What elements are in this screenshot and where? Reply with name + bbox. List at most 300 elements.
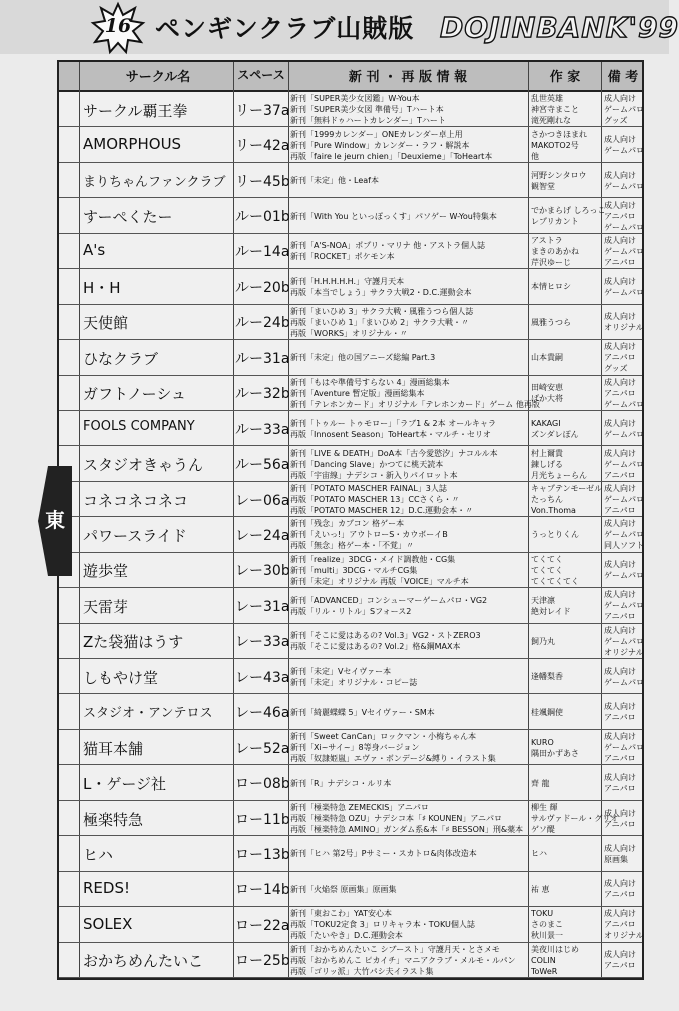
note-cell: [604, 448, 644, 481]
author-cell: [531, 554, 601, 587]
author-line: 山本貴嗣: [531, 353, 563, 363]
info-line: 新刊「ROCKET」ポケモン本: [290, 252, 395, 262]
note-line: 成人向け: [604, 94, 636, 104]
note-cell: [604, 200, 644, 233]
info-line: 新刊「まいひめ 3」サクラ大戦・風雅うつら個人誌: [290, 306, 474, 316]
note-line: アニパロ: [604, 713, 636, 723]
space-code: ロー11b: [235, 811, 290, 828]
table-row: [59, 907, 642, 942]
author-line: たっちん: [531, 495, 563, 505]
table-row: [59, 836, 642, 871]
author-line: 風雅うつら: [531, 317, 571, 327]
info-line: 再版「おかちめんこ ピカイチ」マニアクラブ・メルモ・ルパン: [290, 955, 516, 965]
col-circle-name: サークル名: [125, 70, 191, 85]
info-cell: [290, 554, 526, 587]
note-line: ゲームパロ: [604, 222, 644, 232]
info-cell: [290, 129, 526, 162]
author-line: 柳生 輝: [531, 803, 558, 813]
info-line: 新刊「1999カレンダー」ONEカレンダー卓上用: [290, 129, 463, 139]
space-code: ルー31a: [235, 350, 290, 367]
author-line: 芹沢ゆーじ: [531, 257, 571, 267]
table-row: [59, 234, 642, 269]
note-line: 成人向け: [604, 519, 636, 529]
note-line: オリジナル: [604, 323, 644, 333]
info-cell: [290, 884, 526, 895]
author-line: 天津凛: [531, 595, 555, 605]
space-code: ロー25b: [235, 953, 290, 970]
info-cell: [290, 731, 526, 764]
note-line: アニパロ: [604, 257, 636, 267]
author-line: ゲソ醍: [531, 825, 555, 835]
circle-name: REDS!: [83, 879, 130, 898]
table-row: [59, 411, 642, 446]
note-line: 成人向け: [604, 773, 636, 783]
author-line: 錬しげる: [531, 459, 563, 469]
info-line: 再版「奴隷姫嵐」エヴァ・ボンデージ&縛り・イラスト集: [290, 754, 496, 764]
info-cell: [290, 908, 526, 941]
space-code: レー30b: [235, 563, 290, 580]
note-line: 成人向け: [604, 909, 636, 919]
author-line: うっとりくん: [531, 530, 579, 540]
info-line: 新刊「えいっ!」アウトローS・カウボーイB: [290, 530, 448, 540]
note-cell: [604, 276, 644, 298]
author-line: てくてく: [531, 554, 563, 564]
info-line: 新刊「Dancing Slave」かつてに桃天読本: [290, 459, 444, 469]
info-cell: [290, 276, 526, 298]
circle-name: 天使館: [83, 314, 129, 333]
table-row: [59, 482, 642, 517]
note-line: オリジナル: [604, 647, 644, 657]
author-cell: [531, 908, 601, 941]
circle-name: 猫耳本舗: [83, 739, 144, 758]
info-line: 再版「リル・リトル」Sフォース2: [290, 606, 412, 616]
author-line: 村上爾貴: [531, 448, 563, 458]
table-row: [59, 517, 642, 552]
info-line: 新刊「おかちめんたいこ シブースト」守護月天・とさメモ: [290, 944, 500, 954]
circle-name: ヒハ: [83, 845, 114, 864]
author-line: さのまこ: [531, 920, 563, 930]
info-cell: [290, 666, 526, 688]
author-line: レプリカント: [531, 217, 579, 227]
circle-name: L・ゲージ社: [83, 775, 167, 794]
note-cell: [604, 93, 644, 126]
author-line: まきのあかね: [531, 246, 579, 256]
note-cell: [604, 772, 644, 794]
note-line: 成人向け: [604, 843, 636, 853]
table-row: [59, 730, 642, 765]
author-line: 河野シンタロウ: [531, 170, 587, 180]
circle-name: 天雷芽: [83, 597, 129, 616]
note-line: ゲームパロ: [604, 181, 644, 191]
table-row: [59, 624, 642, 659]
author-cell: [531, 595, 601, 617]
author-line: TOKU: [531, 909, 554, 919]
note-line: ゲームパロ: [604, 495, 644, 505]
space-code: ルー33a: [235, 421, 290, 438]
circle-name: スタジオきゃうん: [83, 456, 204, 475]
author-cell: [531, 448, 601, 481]
note-line: アニパロ: [604, 961, 636, 971]
info-line: 再版「本当でしょう」サクラ大戦2・D.C.運動会本: [290, 287, 472, 297]
author-line: 月光ちょーらん: [531, 470, 587, 480]
note-line: 同人ソフト: [604, 541, 644, 551]
circle-name: 遊歩堂: [83, 562, 129, 581]
table-row: [59, 305, 642, 340]
table-row: [59, 127, 642, 162]
space-code: ルー01b: [235, 209, 290, 226]
table-row: [59, 588, 642, 623]
info-cell: [290, 175, 526, 186]
note-line: 成人向け: [604, 276, 636, 286]
info-line: 新刊「テレホンカード」オリジナル「テレホンカード」ゲーム 他再版: [290, 399, 540, 409]
note-line: ゲームパロ: [604, 530, 644, 540]
note-line: 成人向け: [604, 312, 636, 322]
author-line: MAKOTO2号: [531, 140, 579, 150]
author-line: キャプテンモーゼル: [531, 484, 603, 494]
table-row: [59, 872, 642, 907]
author-line: KAKAGI: [531, 418, 561, 428]
note-line: ゲームパロ: [604, 743, 644, 753]
author-cell: [531, 707, 601, 718]
info-line: 再版「faire le jeurn chien」「Deuxieme」「ToHeart本: [290, 151, 493, 161]
table-row: [59, 659, 642, 694]
author-line: 逢幡梨香: [531, 672, 563, 682]
info-cell: [290, 93, 526, 126]
note-line: 成人向け: [604, 200, 636, 210]
info-line: 新刊「ADVANCED」コンシューマーゲームパロ・VG2: [290, 595, 488, 605]
circle-table: [57, 60, 644, 980]
circle-name: AMORPHOUS: [83, 135, 182, 154]
info-line: 再版「POTATO MASCHER 13」CCさくら・〃: [290, 495, 460, 505]
info-line: 新刊「東おこわ」YAT安心本: [290, 909, 393, 919]
info-cell: [290, 377, 540, 410]
circle-name: FOOLS COMPANY: [83, 418, 195, 434]
author-line: ToWeR: [531, 966, 558, 976]
circle-name: SOLEX: [83, 914, 133, 933]
author-line: 祐 恵: [531, 884, 550, 894]
space-code: ロー14b: [235, 882, 290, 899]
info-line: 新刊「Sweet CanCan」ロックマン・小梅ちゃん本: [290, 732, 477, 742]
info-cell: [290, 418, 526, 440]
info-cell: [290, 240, 526, 262]
note-cell: [604, 666, 644, 688]
table-row: [59, 269, 642, 304]
space-code: ルー20b: [235, 279, 290, 296]
info-line: 新刊「未定」他の国アニーズ総編 Part.3: [290, 353, 436, 363]
info-line: 再版「たいやき」D.C.運動会本: [290, 931, 403, 941]
note-line: ゲームパロ: [604, 287, 644, 297]
note-line: アニパロ: [604, 388, 636, 398]
author-line: 絶対レイド: [531, 606, 571, 616]
info-line: 新刊「残念」カプコン 格ゲー本: [290, 519, 405, 529]
author-line: COLIN: [531, 955, 556, 965]
space-code: レー52a: [235, 740, 290, 757]
info-cell: [290, 707, 526, 718]
circle-name: すーぺくたー: [83, 208, 173, 227]
author-cell: [531, 778, 601, 789]
note-line: ゲームパロ: [604, 636, 644, 646]
info-line: 新刊「未定」オリジナル・コピー誌: [290, 677, 418, 687]
space-code: リー37a: [235, 102, 290, 119]
info-line: 再版「極楽特急 OZU」ナデシコ本「♯ KOUNEN」アニパロ: [290, 814, 503, 824]
author-line: 美夜川はじめ: [531, 944, 579, 954]
info-line: 新刊「Xi~サイ~」8等身バージョン: [290, 743, 420, 753]
author-cell: [531, 382, 601, 404]
table-row: [59, 765, 642, 800]
note-cell: [604, 518, 644, 551]
note-line: アニパロ: [604, 819, 636, 829]
author-line: 秋川景一: [531, 931, 563, 941]
note-cell: [604, 134, 644, 156]
info-line: 新刊「極楽特急 ZEMECKIS」アニパロ: [290, 803, 429, 813]
author-line: 隅田かずあさ: [531, 748, 579, 758]
author-line: サルヴァドール・グリオ: [531, 814, 619, 824]
table-row: [59, 553, 642, 588]
info-cell: [290, 802, 526, 835]
info-cell: [290, 595, 526, 617]
note-cell: [604, 701, 644, 723]
col-info: 新 刊 ・ 再 版 情 報: [348, 70, 468, 85]
page-header: [0, 0, 679, 54]
info-line: 再版「POTATO MASCHER 12」D.C.運動会本・〃: [290, 506, 474, 516]
author-line: ズンダレぽん: [531, 429, 579, 439]
author-line: 田崎安恵: [531, 383, 563, 393]
author-cell: [531, 317, 601, 328]
note-line: 成人向け: [604, 377, 636, 387]
table-row: [59, 943, 642, 978]
space-code: レー46a: [235, 705, 290, 722]
table-row: [59, 801, 642, 836]
note-line: アニパロ: [604, 470, 636, 480]
info-line: 新刊「綺麗蝶蝶 5」Vセイヴァー・SM本: [290, 707, 435, 717]
space-code: レー43a: [235, 669, 290, 686]
author-line: 乱世英雄: [531, 94, 563, 104]
info-line: 新刊「SUPER美少女図鑑」W-You本: [290, 94, 420, 104]
note-line: 成人向け: [604, 732, 636, 742]
note-cell: [604, 170, 644, 192]
table-row: [59, 376, 642, 411]
author-line: さかつきほまれ: [531, 129, 587, 139]
author-cell: [531, 944, 601, 977]
info-cell: [290, 483, 526, 516]
note-line: 成人向け: [604, 702, 636, 712]
info-cell: [290, 448, 526, 481]
note-cell: [604, 949, 644, 971]
info-line: 再版「WORKS」オリジナル・〃: [290, 328, 408, 338]
info-line: 新刊「multi」3DCG・マルチCG集: [290, 565, 418, 575]
note-cell: [604, 559, 644, 581]
info-cell: [290, 778, 526, 789]
note-line: 成人向け: [604, 590, 636, 600]
note-line: 成人向け: [604, 342, 636, 352]
page-number-badge: [92, 3, 144, 53]
info-line: 再版「まいひめ 1」「まいひめ 2」サクラ大戦・〃: [290, 317, 469, 327]
note-line: 成人向け: [604, 666, 636, 676]
info-line: 新刊「火焔祭 原画集」原画集: [290, 884, 397, 894]
note-line: アニパロ: [604, 506, 636, 516]
table-row: [59, 340, 642, 375]
author-line: 齊 龍: [531, 778, 550, 788]
space-code: リー42a: [235, 138, 290, 155]
author-cell: [531, 170, 601, 192]
author-line: ヒハ: [531, 849, 547, 859]
circle-name: パワースライド: [83, 526, 187, 545]
note-line: グッズ: [604, 116, 628, 126]
note-line: オリジナル: [604, 931, 644, 941]
info-cell: [290, 518, 526, 551]
author-cell: [531, 418, 601, 440]
info-line: 新刊「realize」3DCG・メイド調教他・CG集: [290, 554, 456, 564]
author-cell: [531, 281, 601, 292]
circle-name: まりちゃんファンクラブ: [83, 174, 226, 190]
info-line: 再版「無念」格ゲー本・「不覚」〃: [290, 541, 414, 551]
author-line: でかまらげ しろっこ: [531, 206, 606, 216]
author-cell: [531, 93, 601, 126]
space-code: レー24a: [235, 527, 290, 544]
note-line: アニパロ: [604, 353, 636, 363]
space-code: ルー24b: [235, 315, 290, 332]
info-line: 新刊「Pure Window」カレンダー・ラフ・解説本: [290, 140, 470, 150]
note-line: 成人向け: [604, 484, 636, 494]
author-line: 滝死剛れな: [531, 116, 571, 126]
info-line: 新刊「無料ドゥハートカレンダー」Tハート: [290, 116, 446, 126]
note-cell: [604, 908, 644, 941]
note-line: アニパロ: [604, 920, 636, 930]
note-line: ゲームパロ: [604, 105, 644, 115]
author-line: ばか大将: [531, 394, 563, 404]
info-line: 新刊「トゥルー トゥモロー」「ラブ1 & 2本 オールキャラ: [290, 418, 497, 428]
space-code: ロー22a: [235, 917, 290, 934]
table-row: [59, 446, 642, 481]
note-cell: [604, 731, 644, 764]
info-line: 再版「極楽特急 AMINO」ガンダム系&本「♯ BESSON」刑&薬本: [290, 825, 524, 835]
note-line: 成人向け: [604, 560, 636, 570]
author-line: 本情ヒロシ: [531, 282, 571, 292]
info-cell: [290, 352, 526, 363]
note-line: 成人向け: [604, 235, 636, 245]
circle-name: A's: [83, 241, 106, 260]
author-cell: [531, 235, 601, 268]
table-header: [59, 62, 642, 92]
note-cell: [604, 843, 644, 865]
info-line: 新刊「SUPER美少女図 準備号」Tハート本: [290, 105, 444, 115]
author-cell: [531, 205, 606, 227]
note-cell: [604, 483, 644, 516]
circle-name: Zた袋猫はうす: [83, 633, 184, 652]
info-cell: [290, 944, 526, 977]
note-cell: [604, 878, 644, 900]
author-line: アストラ: [531, 235, 563, 245]
info-cell: [290, 848, 526, 859]
note-line: ゲームパロ: [604, 146, 644, 156]
note-cell: [604, 808, 644, 830]
note-line: 成人向け: [604, 808, 636, 818]
author-cell: [531, 352, 601, 363]
circle-name: 極楽特急: [83, 810, 144, 829]
info-line: 新刊「未定」他・Leaf本: [290, 176, 379, 186]
author-cell: [531, 802, 619, 835]
note-cell: [604, 377, 644, 410]
page-number: 16: [104, 15, 132, 37]
circle-name: しもやけ堂: [83, 668, 159, 687]
note-line: ゲームパロ: [604, 571, 644, 581]
info-cell: [290, 306, 526, 339]
info-line: 再版「TOKU2定食 3」ロリキャラ本・TOKU個人誌: [290, 920, 475, 930]
note-line: 成人向け: [604, 950, 636, 960]
table-row: [59, 694, 642, 729]
note-line: アニパロ: [604, 211, 636, 221]
note-line: アニパロ: [604, 754, 636, 764]
col-space: スペース: [237, 68, 285, 82]
circle-name: サークル覇王拳: [83, 101, 188, 120]
note-line: 成人向け: [604, 170, 636, 180]
info-cell: [290, 630, 526, 652]
author-cell: [531, 671, 601, 682]
author-line: 神宮寺まこと: [531, 105, 579, 115]
author-cell: [531, 129, 601, 162]
circle-name: コネコネコネコ: [83, 491, 189, 510]
note-cell: [604, 625, 644, 658]
note-line: ゲームパロ: [604, 459, 644, 469]
side-label: 東: [45, 508, 65, 532]
space-code: レー06a: [235, 492, 290, 509]
author-line: てくてく: [531, 565, 563, 575]
note-line: ゲームパロ: [604, 246, 644, 256]
info-line: 新刊「Aventure 暫定版」漫画総集本: [290, 388, 425, 398]
note-cell: [604, 418, 644, 440]
table-row: [59, 198, 642, 233]
note-cell: [604, 235, 644, 268]
info-line: 新刊「未定」Vセイヴァー本: [290, 666, 392, 676]
info-cell: [290, 211, 526, 222]
circle-name: ガフトノーシュ: [83, 385, 187, 404]
info-line: 新刊「R」ナデシコ・ルリ本: [290, 778, 392, 788]
circle-name: H・H: [83, 278, 121, 297]
author-line: てくてくてく: [531, 576, 579, 586]
info-line: 新刊「H.H.H.H.H.」守護月天本: [290, 276, 405, 286]
author-line: KURO: [531, 737, 554, 747]
space-code: レー31a: [235, 598, 290, 615]
info-line: 新刊「POTATO MASCHER FAINAL」3人誌: [290, 484, 447, 494]
col-author: 作 家: [549, 70, 581, 85]
note-line: 成人向け: [604, 448, 636, 458]
author-line: 桂颯鋼使: [531, 707, 563, 717]
note-line: ゲームパロ: [604, 429, 644, 439]
author-line: 他: [531, 151, 539, 161]
info-line: 新刊「もはや準備号すらない 4」漫画総集本: [290, 377, 450, 387]
circle-name: ひなクラブ: [83, 349, 159, 368]
note-line: アニパロ: [604, 890, 636, 900]
note-line: アニパロ: [604, 784, 636, 794]
note-line: 原画集: [604, 854, 628, 864]
space-code: ロー08b: [235, 776, 290, 793]
info-line: 新刊「未定」オリジナル 再版「VOICE」マルチ本: [290, 576, 469, 586]
note-cell: [604, 311, 644, 333]
author-cell: [531, 529, 601, 540]
space-code: ルー56a: [235, 457, 290, 474]
author-line: 観智堂: [531, 181, 555, 191]
note-cell: [604, 589, 644, 622]
info-line: 再版「ゴリッ派」大竹パシ夫イラスト集: [290, 966, 434, 976]
author-cell: [531, 483, 601, 516]
author-cell: [531, 737, 601, 759]
info-line: 新刊「そこに愛はあるの? Vol.3」VG2・ストZERO3: [290, 631, 481, 641]
col-note: 備 考: [607, 70, 639, 85]
author-cell: [531, 848, 601, 859]
east-hall-label: [38, 466, 72, 576]
note-cell: [604, 341, 644, 374]
note-line: 成人向け: [604, 879, 636, 889]
